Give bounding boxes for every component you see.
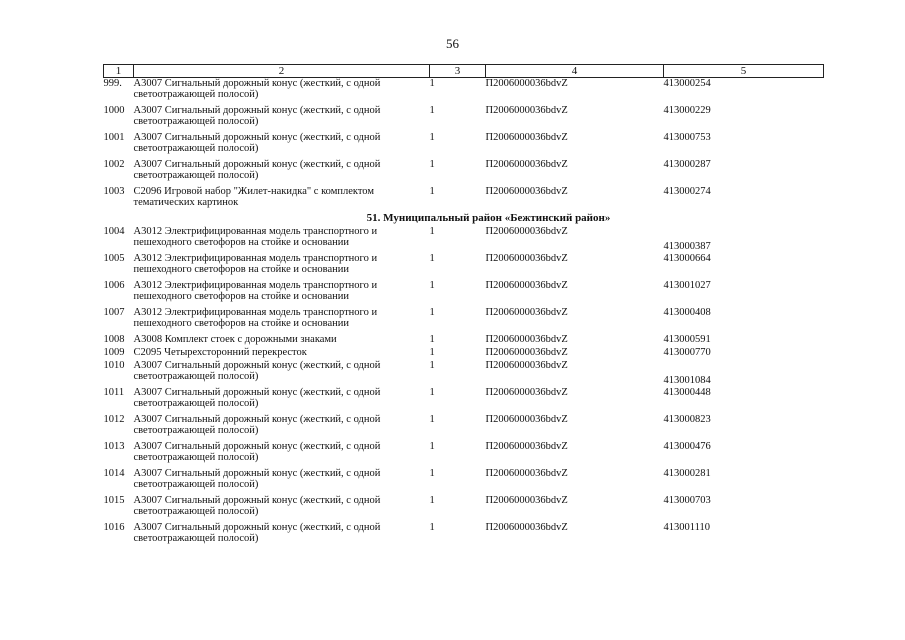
header-col-3: 3	[430, 65, 486, 78]
item-code: П2006000036bdvZ	[485, 185, 568, 197]
row-number: 1013	[103, 440, 125, 452]
item-code: П2006000036bdvZ	[485, 521, 568, 533]
row-number: 1012	[103, 413, 125, 425]
item-code: П2006000036bdvZ	[485, 333, 568, 345]
table-row	[104, 280, 824, 307]
item-code: П2006000036bdvZ	[485, 440, 568, 452]
inventory-number: 413000476	[663, 440, 711, 452]
item-name: А3012 Электрифицированная модель транспортного и пешеходного светофоров на стойке и основании	[133, 252, 378, 275]
item-code: П2006000036bdvZ	[485, 279, 568, 291]
row-number: 1009	[103, 346, 125, 358]
table-row	[104, 387, 824, 414]
inventory-number: 413000591	[663, 333, 711, 345]
item-name: А3012 Электрифицированная модель транспортного и пешеходного светофоров на стойке и основании	[133, 306, 378, 329]
item-name: А3007 Сигнальный дорожный конус (жесткий, с одной светоотражающей полосой)	[133, 413, 381, 436]
inventory-number: 413000448	[663, 386, 711, 398]
inventory-number: 413000254	[663, 78, 711, 89]
row-number: 1015	[103, 494, 125, 506]
inventory-number: 413000287	[663, 158, 711, 170]
inventory-number: 413000770	[663, 346, 711, 358]
table-row	[104, 226, 824, 253]
header-row	[104, 65, 824, 78]
header-col-4: 4	[486, 65, 664, 78]
item-quantity: 1	[429, 413, 435, 425]
inventory-number: 413001084	[663, 374, 711, 386]
row-number: 1016	[103, 521, 125, 533]
row-number: 1011	[103, 386, 125, 398]
item-name: А3007 Сигнальный дорожный конус (жесткий, с одной светоотражающей полосой)	[133, 494, 381, 517]
item-quantity: 1	[429, 306, 435, 318]
inventory-number: 413000823	[663, 413, 711, 425]
inventory-number: 413001027	[663, 279, 711, 291]
row-number: 1004	[103, 225, 125, 237]
section-heading: 51. Муниципальный район «Бежтинский район»	[366, 211, 611, 224]
row-number: 1000	[103, 104, 125, 116]
row-number: 1002	[103, 158, 125, 170]
item-quantity: 1	[429, 78, 435, 89]
table-row	[104, 307, 824, 334]
item-quantity: 1	[429, 521, 435, 533]
item-code: П2006000036bdvZ	[485, 359, 568, 371]
item-quantity: 1	[429, 131, 435, 143]
table-row	[104, 334, 824, 347]
inventory-number: 413000703	[663, 494, 711, 506]
item-code: П2006000036bdvZ	[485, 494, 568, 506]
item-quantity: 1	[429, 386, 435, 398]
row-number: 1003	[103, 185, 125, 197]
table-row	[104, 186, 824, 213]
item-name: А3007 Сигнальный дорожный конус (жесткий, с одной светоотражающей полосой)	[133, 521, 381, 544]
row-number: 1007	[103, 306, 125, 318]
inventory-number: 413000229	[663, 104, 711, 116]
item-code: П2006000036bdvZ	[485, 413, 568, 425]
table-body	[104, 78, 824, 549]
row-number: 1014	[103, 467, 125, 479]
inventory-number: 413000387	[663, 240, 711, 252]
item-name: А3012 Электрифицированная модель транспортного и пешеходного светофоров на стойке и основании	[133, 225, 378, 248]
inventory-number: 413000408	[663, 306, 711, 318]
item-code: П2006000036bdvZ	[485, 467, 568, 479]
table-row	[104, 414, 824, 441]
item-quantity: 1	[429, 346, 435, 358]
item-code: П2006000036bdvZ	[485, 306, 568, 318]
item-code: П2006000036bdvZ	[485, 386, 568, 398]
item-name: А3007 Сигнальный дорожный конус (жесткий, с одной светоотражающей полосой)	[133, 440, 381, 463]
table-row	[104, 522, 824, 549]
table-row	[104, 441, 824, 468]
registry-table	[103, 64, 824, 549]
item-code: П2006000036bdvZ	[485, 346, 568, 358]
item-code: П2006000036bdvZ	[485, 158, 568, 170]
header-col-1: 1	[104, 65, 134, 78]
item-name: А3008 Комплект стоек с дорожными знаками	[133, 333, 337, 345]
table-row	[104, 105, 824, 132]
inventory-number: 413001110	[663, 521, 710, 533]
item-quantity: 1	[429, 158, 435, 170]
row-number: 1008	[103, 333, 125, 345]
item-quantity: 1	[429, 104, 435, 116]
item-name: А3007 Сигнальный дорожный конус (жесткий, с одной светоотражающей полосой)	[133, 158, 381, 181]
table-row	[104, 360, 824, 387]
inventory-number: 413000274	[663, 185, 711, 197]
header-col-5: 5	[664, 65, 824, 78]
page-number: 56	[446, 36, 459, 51]
item-code: П2006000036bdvZ	[485, 131, 568, 143]
header-col-2: 2	[134, 65, 430, 78]
table-row	[104, 347, 824, 360]
row-number: 1001	[103, 131, 125, 143]
item-name: А3007 Сигнальный дорожный конус (жесткий, с одной светоотражающей полосой)	[133, 467, 381, 490]
item-quantity: 1	[429, 440, 435, 452]
item-name: А3007 Сигнальный дорожный конус (жесткий, с одной светоотражающей полосой)	[133, 104, 381, 127]
item-code: П2006000036bdvZ	[485, 252, 568, 264]
item-code: П2006000036bdvZ	[485, 225, 568, 237]
row-number: 999.	[103, 78, 122, 89]
table-row	[104, 468, 824, 495]
item-quantity: 1	[429, 359, 435, 371]
item-quantity: 1	[429, 494, 435, 506]
item-quantity: 1	[429, 333, 435, 345]
item-quantity: 1	[429, 467, 435, 479]
inventory-number: 413000753	[663, 131, 711, 143]
inventory-number: 413000664	[663, 252, 711, 264]
table-row	[104, 132, 824, 159]
section-heading-row	[104, 213, 824, 226]
item-name: А3007 Сигнальный дорожный конус (жесткий, с одной светоотражающей полосой)	[133, 386, 381, 409]
item-quantity: 1	[429, 225, 435, 237]
table-row	[104, 78, 824, 105]
inventory-number: 413000281	[663, 467, 711, 479]
item-code: П2006000036bdvZ	[485, 78, 568, 89]
item-quantity: 1	[429, 185, 435, 197]
row-number: 1005	[103, 252, 125, 264]
table-row	[104, 253, 824, 280]
item-name: А3007 Сигнальный дорожный конус (жесткий, с одной светоотражающей полосой)	[133, 131, 381, 154]
table-header	[104, 65, 824, 78]
item-name: А3007 Сигнальный дорожный конус (жесткий, с одной светоотражающей полосой)	[133, 359, 381, 382]
item-name: А3012 Электрифицированная модель транспортного и пешеходного светофоров на стойке и основании	[133, 279, 378, 302]
table-row	[104, 159, 824, 186]
row-number: 1010	[103, 359, 125, 371]
table-row	[104, 495, 824, 522]
item-name: С2095 Четырехсторонний перекресток	[133, 346, 307, 358]
item-code: П2006000036bdvZ	[485, 104, 568, 116]
row-number: 1006	[103, 279, 125, 291]
item-name: С2096 Игровой набор "Жилет-накидка" с комплектом тематических картинок	[133, 185, 374, 208]
item-quantity: 1	[429, 279, 435, 291]
item-quantity: 1	[429, 252, 435, 264]
item-name: А3007 Сигнальный дорожный конус (жесткий, с одной светоотражающей полосой)	[133, 78, 381, 100]
